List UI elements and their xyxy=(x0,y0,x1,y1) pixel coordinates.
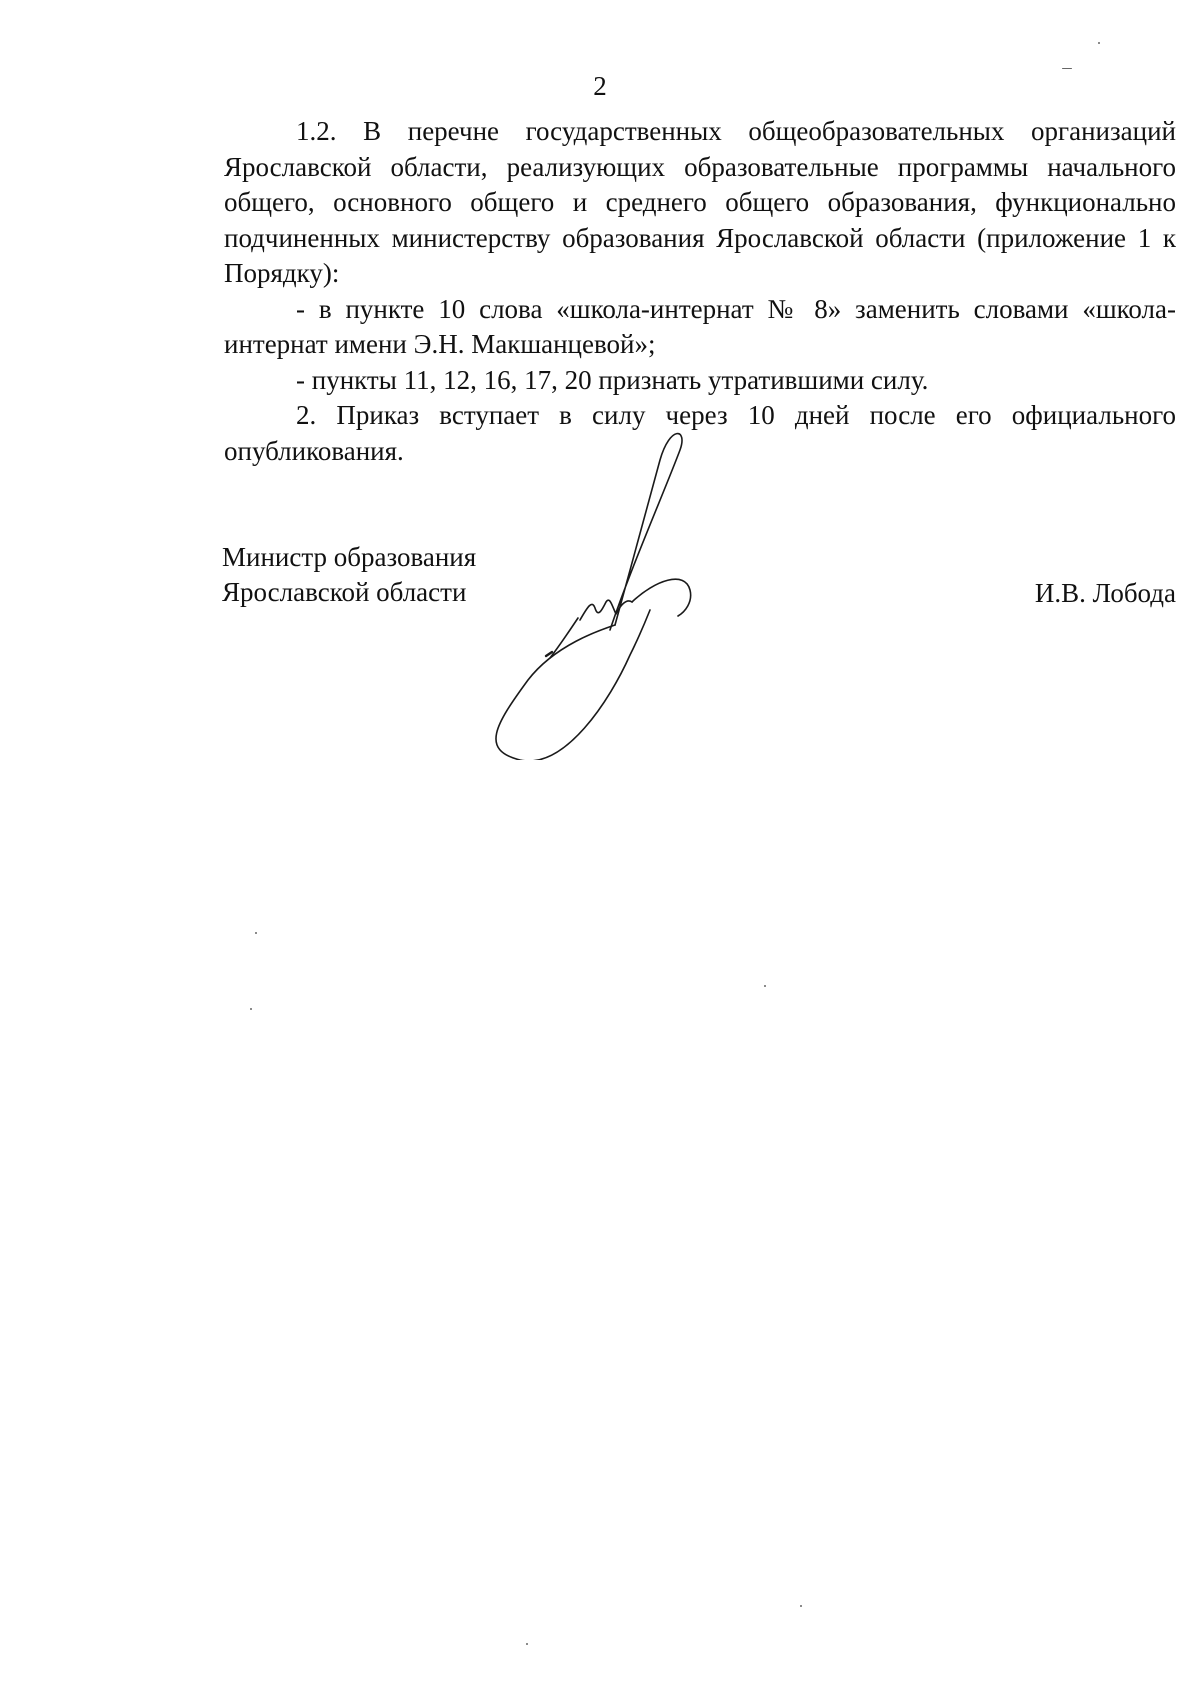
paragraph-2: 2. Приказ вступает в силу через 10 дней после его официального опубликования. xyxy=(224,400,1176,466)
scan-speck xyxy=(1062,68,1072,69)
paragraph-1-2: 1.2. В перечне государственных общеобразовательных организаций Ярославской области, реализующих образовательные программы начального общего, основного общего и среднего общего образования, функционально подчиненных министерству образования Ярославской области (приложение 1 к Порядку): xyxy=(224,116,1176,288)
document-body xyxy=(224,114,1176,469)
paragraph-items-repealed: - пункты 11, 12, 16, 17, 20 признать утратившими силу. xyxy=(296,364,929,395)
scan-speck xyxy=(255,932,257,934)
scan-speck xyxy=(800,1605,802,1607)
signatory-title-line-2: Ярославской области xyxy=(222,577,467,607)
scan-speck xyxy=(1098,42,1100,44)
signatory-title xyxy=(222,540,476,610)
scan-speck xyxy=(764,985,766,987)
signatory-title-line-1: Министр образования xyxy=(222,542,477,572)
scan-speck xyxy=(250,1008,252,1010)
paragraph-item-10: - в пункте 10 слова «школа-интернат № 8» заменить словами «школа-интернат имени Э.Н. Макшанцевой»; xyxy=(224,293,1176,359)
handwritten-signature-icon xyxy=(480,430,750,760)
page-number: 2 xyxy=(593,71,607,101)
scan-speck xyxy=(526,1643,528,1645)
signatory-name: И.В. Лобода xyxy=(1034,578,1176,608)
